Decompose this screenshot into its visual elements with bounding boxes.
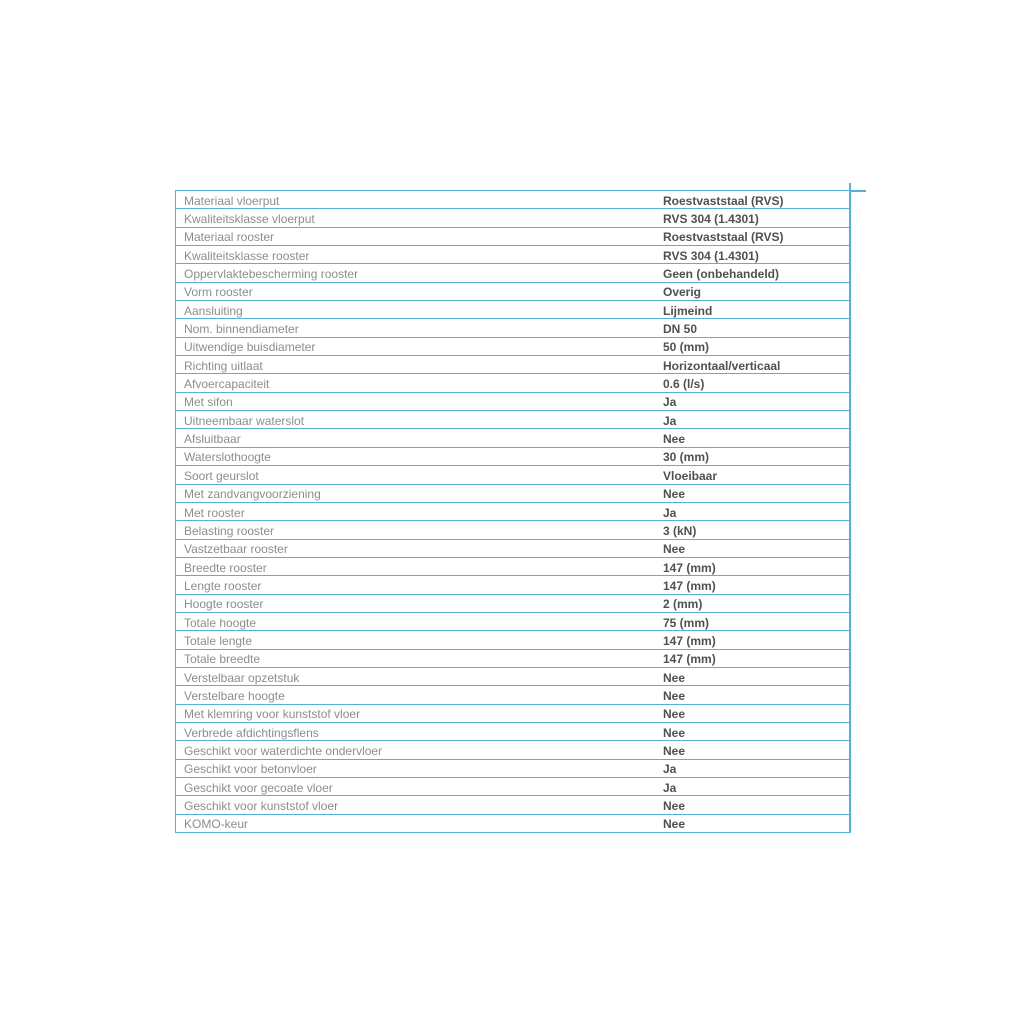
table-row: [176, 686, 849, 704]
table-row: [176, 521, 849, 539]
spec-value: Roestvaststaal (RVS): [663, 193, 784, 208]
spec-label: Soort geurslot: [184, 468, 259, 483]
spec-value: Geen (onbehandeld): [663, 267, 780, 282]
spec-value: Vloeibaar: [663, 468, 718, 483]
spec-value: Ja: [663, 505, 677, 520]
table-row: [176, 540, 849, 558]
spec-value: DN 50: [663, 322, 698, 337]
spec-label: Met rooster: [184, 505, 245, 520]
spec-value: 75 (mm): [663, 615, 710, 630]
spec-label: Afsluitbaar: [184, 432, 241, 447]
table-row: [176, 668, 849, 686]
table-row: [176, 429, 849, 447]
table-row: [176, 374, 849, 392]
spec-value: Nee: [663, 432, 686, 447]
spec-value: 2 (mm): [663, 597, 703, 612]
spec-value: Nee: [663, 688, 686, 703]
spec-value: 147 (mm): [663, 633, 716, 648]
table-row: [176, 576, 849, 594]
table-right-border-extension: [849, 183, 851, 191]
table-row: [176, 705, 849, 723]
spec-label: Kwaliteitsklasse vloerput: [184, 212, 315, 227]
spec-label: Totale lengte: [184, 633, 253, 648]
spec-label: Kwaliteitsklasse rooster: [184, 248, 310, 263]
table-row: [176, 393, 849, 411]
table-row: [176, 613, 849, 631]
table-row: [176, 356, 849, 374]
spec-value: Overig: [663, 285, 702, 300]
spec-value: 30 (mm): [663, 450, 710, 465]
spec-value: Nee: [663, 799, 686, 814]
specifications-table: [175, 190, 851, 833]
table-row: [176, 319, 849, 337]
spec-label: Uitwendige buisdiameter: [184, 340, 316, 355]
spec-label: Hoogte rooster: [184, 597, 264, 612]
table-row: [176, 485, 849, 503]
spec-value: 50 (mm): [663, 340, 710, 355]
spec-label: Materiaal vloerput: [184, 193, 280, 208]
table-row: [176, 338, 849, 356]
spec-label: Met zandvangvoorziening: [184, 487, 321, 502]
spec-label: Geschikt voor gecoate vloer: [184, 780, 333, 795]
spec-value: Lijmeind: [663, 303, 713, 318]
table-row: [176, 209, 849, 227]
table-row: [176, 283, 849, 301]
table-row: [176, 558, 849, 576]
spec-value: 147 (mm): [663, 560, 716, 575]
spec-label: Belasting rooster: [184, 523, 275, 538]
spec-label: Vorm rooster: [184, 285, 253, 300]
table-row: [176, 741, 849, 759]
table-row: [176, 723, 849, 741]
spec-value: Ja: [663, 780, 677, 795]
spec-label: Met klemring voor kunststof vloer: [184, 707, 361, 722]
table-row: [176, 778, 849, 796]
spec-value: Nee: [663, 670, 686, 685]
spec-label: Aansluiting: [184, 303, 243, 318]
table-row: [176, 191, 849, 209]
spec-label: Geschikt voor betonvloer: [184, 762, 317, 777]
spec-label: Verbrede afdichtingsflens: [184, 725, 319, 740]
table-row: [176, 815, 849, 832]
spec-label: Materiaal rooster: [184, 230, 275, 245]
spec-value: Nee: [663, 743, 686, 758]
spec-label: Geschikt voor kunststof vloer: [184, 799, 339, 814]
spec-value: 0.6 (l/s): [663, 377, 705, 392]
table-row: [176, 228, 849, 246]
table-row: [176, 466, 849, 484]
table-row: [176, 650, 849, 668]
spec-label: Afvoercapaciteit: [184, 377, 270, 392]
spec-label: Verstelbaar opzetstuk: [184, 670, 300, 685]
spec-label: Richting uitlaat: [184, 358, 263, 373]
spec-label: KOMO-keur: [184, 817, 249, 832]
spec-value: Ja: [663, 413, 677, 428]
spec-value: RVS 304 (1.4301): [663, 212, 759, 227]
spec-value: Nee: [663, 707, 686, 722]
spec-value: Ja: [663, 395, 677, 410]
spec-value: Horizontaal/verticaal: [663, 358, 781, 373]
spec-value: Nee: [663, 487, 686, 502]
table-row: [176, 264, 849, 282]
spec-label: Nom. binnendiameter: [184, 322, 299, 337]
spec-label: Met sifon: [184, 395, 233, 410]
spec-label: Waterslothoogte: [184, 450, 271, 465]
spec-label: Oppervlaktebescherming rooster: [184, 267, 359, 282]
table-top-border-extension: [849, 190, 866, 192]
table-row: [176, 448, 849, 466]
table-row: [176, 595, 849, 613]
spec-label: Geschikt voor waterdichte ondervloer: [184, 743, 383, 758]
spec-value: Nee: [663, 817, 686, 832]
table-row: [176, 760, 849, 778]
spec-label: Totale hoogte: [184, 615, 257, 630]
spec-label: Lengte rooster: [184, 578, 262, 593]
table-row: [176, 246, 849, 264]
table-row: [176, 301, 849, 319]
spec-value: 3 (kN): [663, 523, 697, 538]
spec-value: Roestvaststaal (RVS): [663, 230, 784, 245]
spec-value: RVS 304 (1.4301): [663, 248, 759, 263]
spec-label: Vastzetbaar rooster: [184, 542, 288, 557]
spec-label: Verstelbare hoogte: [184, 688, 285, 703]
spec-value: Ja: [663, 762, 677, 777]
table-row: [176, 411, 849, 429]
spec-value: 147 (mm): [663, 578, 716, 593]
table-row: [176, 631, 849, 649]
table-row: [176, 796, 849, 814]
spec-label: Uitneembaar waterslot: [184, 413, 305, 428]
table-row: [176, 503, 849, 521]
spec-value: Nee: [663, 725, 686, 740]
spec-label: Breedte rooster: [184, 560, 267, 575]
spec-value: Nee: [663, 542, 686, 557]
spec-value: 147 (mm): [663, 652, 716, 667]
spec-label: Totale breedte: [184, 652, 261, 667]
